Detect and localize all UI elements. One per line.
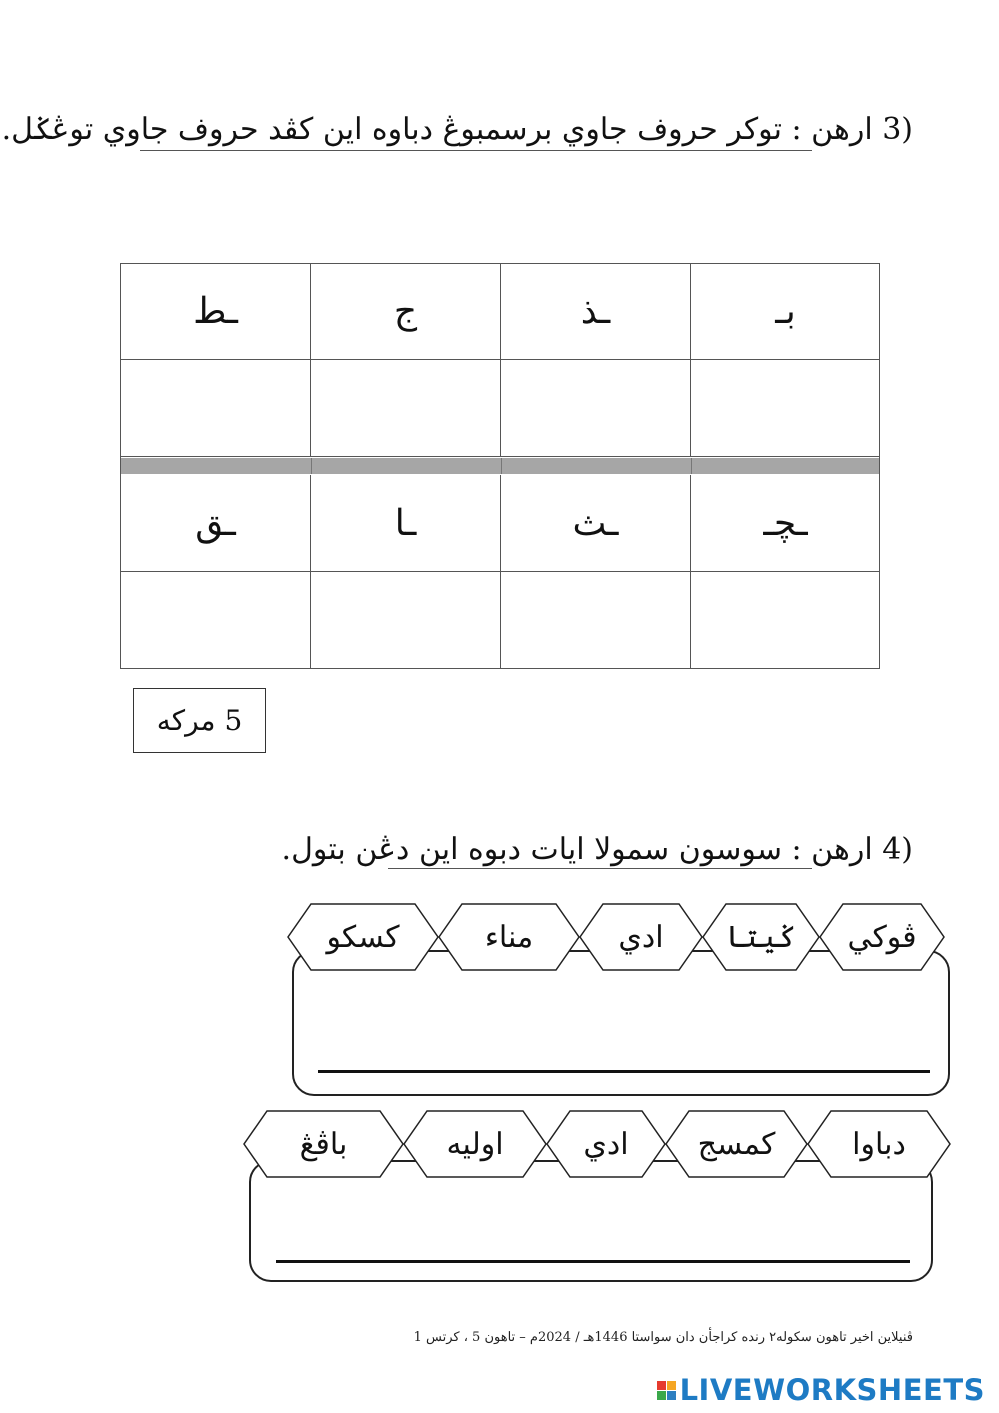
answer-input[interactable] [708,378,863,438]
answer-cell [311,360,501,457]
word-tile[interactable] [287,903,439,971]
question-4-title [282,832,913,867]
letter: ـچـ [763,502,808,544]
word-label: اوليه [446,1126,504,1162]
word-tile[interactable] [665,1110,808,1178]
liveworksheets-logo [657,1373,985,1407]
table-separator [121,458,879,474]
word-label: كسكو [326,919,400,955]
answer-cell [121,360,311,457]
separator-tick [691,458,692,474]
answer-input[interactable] [328,590,483,650]
letter: ـث [572,502,619,544]
logo-icon [657,1381,676,1400]
separator-tick [311,458,312,474]
answer-line [318,1070,930,1073]
answer-input[interactable] [708,590,863,650]
letter: ـق [195,502,236,544]
footer-note: ڤنيلاين اخير تاهون سكوله٢ رندە كراجأن دان سواستا 1446هـ / 2024م – تاهون 5 ، كرتس 1 [413,1330,913,1345]
word-tile[interactable] [546,1110,666,1178]
logo-square [657,1391,666,1400]
answer-cell [691,360,880,457]
word-label: كمسج [697,1126,776,1162]
word-label: ڤوكي [847,919,917,955]
answer-cell [501,572,691,668]
logo-square [667,1381,676,1390]
question-4-text: ارهن : سوسون سمولا ايات دبوه اين دڠن بتول. [281,832,873,867]
answer-line [276,1260,910,1263]
word-tile[interactable] [702,903,820,971]
word-label: دباوا [852,1126,906,1162]
answer-cell [121,572,311,668]
word-label: ادي [618,919,664,955]
word-tile[interactable] [403,1110,547,1178]
answer-input[interactable] [518,378,673,438]
letters-table [120,263,880,669]
letter-cell [311,475,501,572]
letter-cell [121,475,311,572]
answer-input[interactable] [328,378,483,438]
answer-cell [311,572,501,668]
logo-square [667,1391,676,1400]
word-tile[interactable] [579,903,703,971]
word-tile[interactable] [819,903,945,971]
letter: بـ [775,291,796,332]
logo-square [657,1381,666,1390]
sentence-answer-input[interactable] [280,1212,912,1258]
answer-input[interactable] [138,378,293,438]
word-label: ݢيتا [725,919,797,955]
answer-cell [691,572,880,668]
letter-cell [311,264,501,360]
word-tile[interactable] [438,903,580,971]
letter-cell [501,475,691,572]
word-tile[interactable] [243,1110,404,1178]
answer-input[interactable] [518,590,673,650]
question-4-number: 4) [882,832,913,867]
letter: ـط [193,291,238,332]
word-label: باڤڠ [299,1126,348,1162]
marks-label: 5 مركه [156,704,243,737]
separator-tick [501,458,502,474]
letter-cell [691,264,880,360]
question-3-number: 3) [882,112,913,147]
letter-cell [691,475,880,572]
letter: ج [393,291,418,332]
marks-box [133,688,266,753]
question-3-underline [140,150,812,151]
answer-cell [501,360,691,457]
letter-cell [501,264,691,360]
sentence-answer-input[interactable] [320,1022,932,1068]
word-label: ادي [583,1126,629,1162]
letter: ـذ [580,291,611,332]
word-label: مناء [484,919,534,955]
letter-cell [121,264,311,360]
answer-input[interactable] [138,590,293,650]
question-3-title [2,112,913,147]
letter: ـا [394,502,417,544]
word-tile[interactable] [807,1110,951,1178]
logo-text: LIVEWORKSHEETS [679,1373,985,1407]
question-3-text: ارهن : توكر حروف جاوي برسمبوڠ دباوه اين كڤد حروف جاوي توڠݢل. [1,112,873,147]
question-4-underline [388,868,812,869]
